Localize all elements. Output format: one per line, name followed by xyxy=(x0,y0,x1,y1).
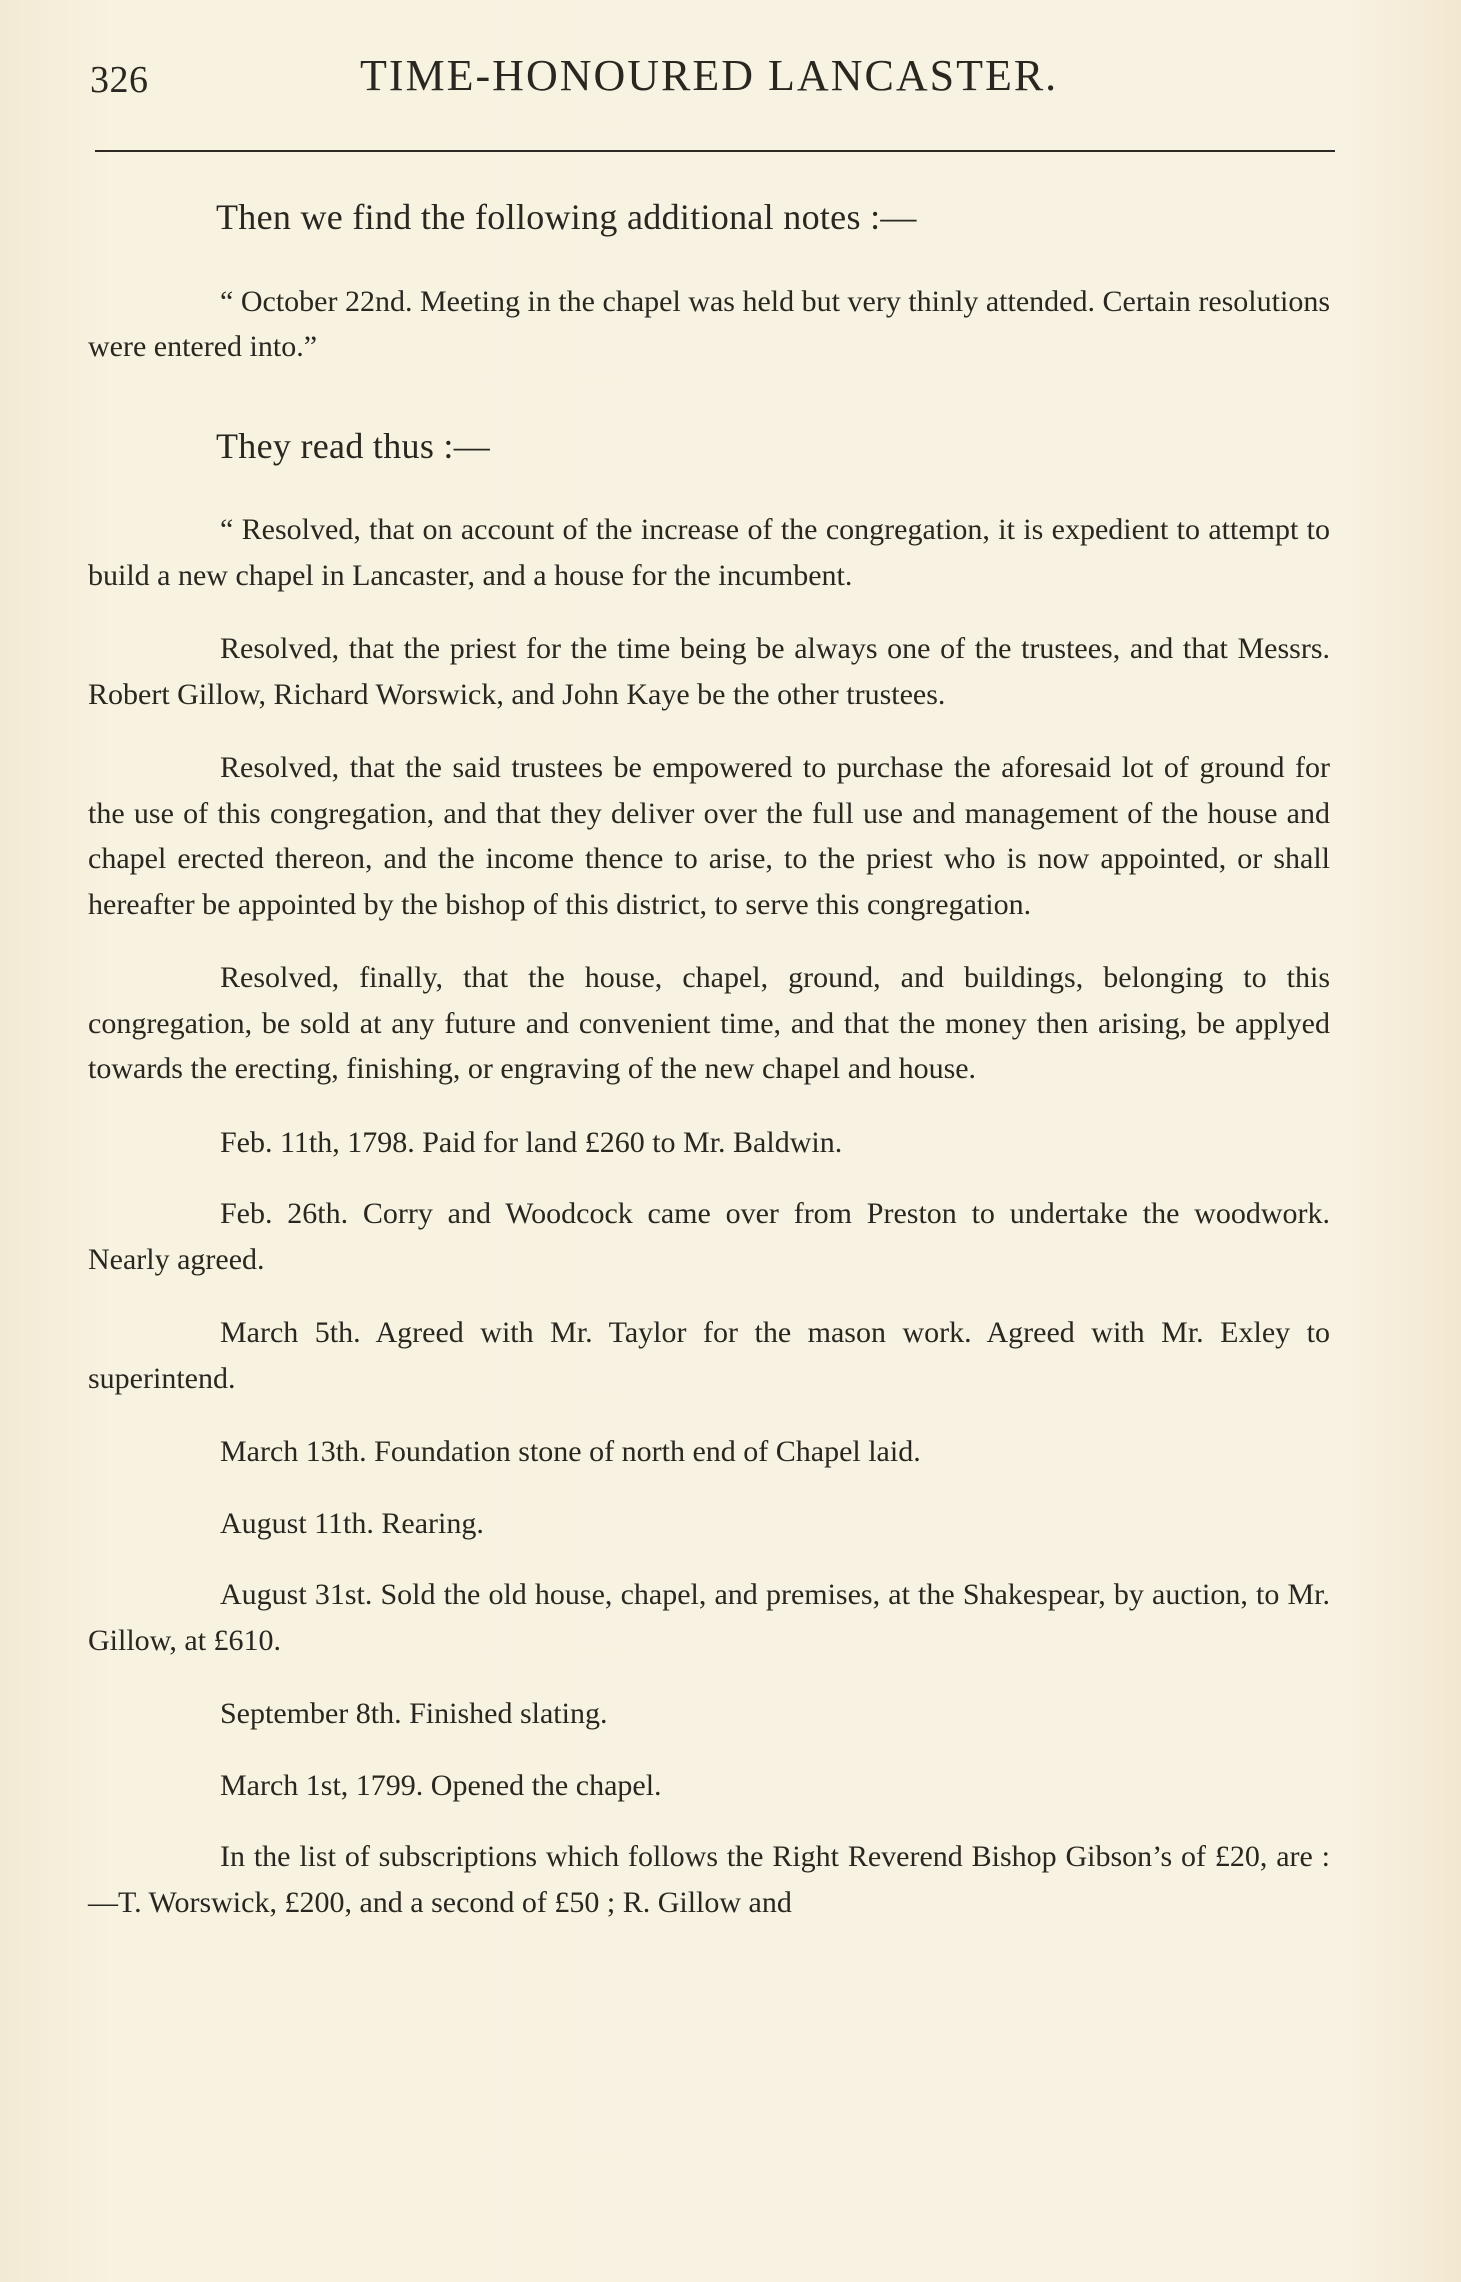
paragraph: March 13th. Foundation stone of north end of Chapel laid. xyxy=(220,1435,921,1468)
paragraph: Resolved, that the said trustees be empowered to purchase the aforesaid lot of ground for the use of this congregation, and that they deliver over the full use and management of the house and chapel erected thereon, and the income thence to arise, to the priest who is now appointed, or shall hereafter be appointed by the bishop of this district, to serve this congregation. xyxy=(88,751,1330,921)
header-rule xyxy=(95,150,1335,152)
paragraph: August 31st. Sold the old house, chapel, and premises, at the Shakespear, by auction, to Mr. Gillow, at £610. xyxy=(88,1578,1330,1657)
paragraph: Resolved, finally, that the house, chapel, ground, and buildings, belonging to this congregation, be sold at any future and convenient time, and that the money then arising, be applyed towards the erecting, finishing, or engraving of the new chapel and house. xyxy=(88,961,1330,1085)
paragraph: August 11th. Rearing. xyxy=(220,1506,484,1540)
paragraph: September 8th. Finished slating. xyxy=(220,1697,608,1730)
paragraph: “ Resolved, that on account of the increase of the congregation, it is expedient to attempt to build a new chapel in Lancaster, and a house for the incumbent. xyxy=(88,513,1330,592)
page-number: 326 xyxy=(90,59,149,101)
paragraph: Feb. 26th. Corry and Woodcock came over from Preston to undertake the woodwork. Nearly agreed. xyxy=(88,1197,1330,1276)
paragraph: Feb. 11th, 1798. Paid for land £260 to Mr. Baldwin. xyxy=(220,1125,843,1159)
section-heading: They read thus :— xyxy=(216,425,491,466)
page-header xyxy=(90,50,1335,110)
section-heading: Then we find the following additional notes :— xyxy=(216,197,917,237)
paragraph: In the list of subscriptions which follows the Right Reverend Bishop Gibson’s of £20, are :—T. Worswick, £200, and a second of £50 ; R. Gillow and xyxy=(88,1840,1330,1919)
paragraph: Resolved, that the priest for the time being be always one of the trustees, and that Messrs. Robert Gillow, Richard Worswick, and John Kaye be the other trustees. xyxy=(88,632,1330,711)
running-title: TIME-HONOURED LANCASTER. xyxy=(360,51,1059,100)
paragraph: March 1st, 1799. Opened the chapel. xyxy=(220,1768,662,1802)
paragraph: March 5th. Agreed with Mr. Taylor for the mason work. Agreed with Mr. Exley to superintend. xyxy=(88,1316,1330,1395)
quote-paragraph: “ October 22nd. Meeting in the chapel was held but very thinly attended. Certain resolutions were entered into.” xyxy=(88,284,1330,363)
body-text xyxy=(88,195,1330,1953)
